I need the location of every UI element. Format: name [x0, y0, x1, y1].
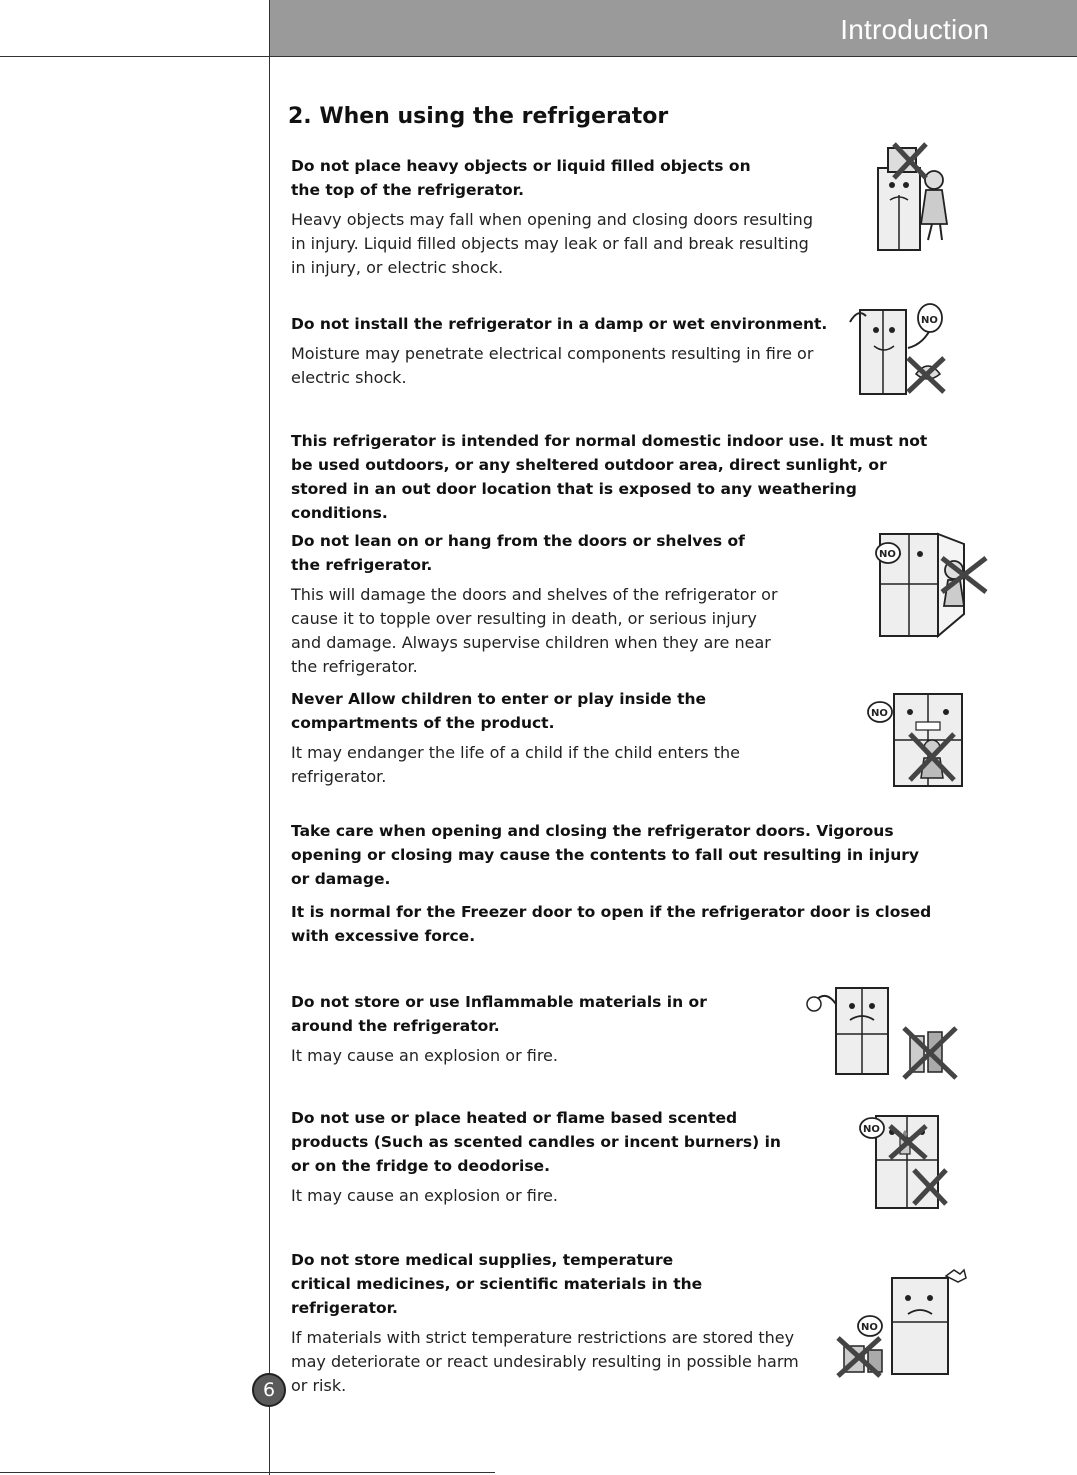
warning-heading: This refrigerator is intended for normal domestic indoor use. It must not be used outdoors, or any sheltered outdoor area, direct sunlight, or stored in an out door location that is exposed to any weathering conditions. [291, 432, 928, 522]
warning-heading: Take care when opening and closing the refrigerator doors. Vigorous opening or closing may cause the contents to fall out resulting in injury or damage. [291, 822, 920, 888]
warning-heading: It is normal for the Freezer door to open if the refrigerator door is closed with excessive force. [291, 903, 932, 945]
warning-item [291, 900, 941, 948]
warning-item [291, 154, 821, 280]
warning-heading: Do not place heavy objects or liquid filled objects on the top of the refrigerator. [291, 157, 751, 199]
heavy-object-on-fridge-icon [862, 140, 952, 255]
warning-body: It may cause an explosion or fire. [291, 1186, 558, 1205]
warning-heading: Do not lean on or hang from the doors or shelves of the refrigerator. [291, 532, 745, 574]
hanging-on-door-icon [858, 528, 990, 640]
no-label: NO [879, 549, 896, 560]
damp-environment-icon [848, 296, 956, 400]
warning-body: It may endanger the life of a child if the child enters the refrigerator. [291, 743, 740, 786]
warning-item [291, 1106, 791, 1208]
warning-item [291, 819, 941, 891]
warning-item [291, 687, 761, 789]
header-band [269, 0, 1077, 56]
warning-heading: Do not use or place heated or flame based scented products (Such as scented candles or incent burners) in or on the fridge to deodorise. [291, 1109, 781, 1175]
warning-heading: Do not store or use Inflammable materials in or around the refrigerator. [291, 993, 707, 1035]
page-number-badge: 6 [252, 1373, 286, 1407]
no-label: NO [861, 1322, 878, 1333]
warning-heading: Never Allow children to enter or play inside the compartments of the product. [291, 690, 707, 732]
warning-item [291, 990, 711, 1068]
warning-item [291, 429, 931, 525]
warning-body: This will damage the doors and shelves of the refrigerator or cause it to topple over resulting in death, or serious injury and damage. Always supervise children when they are near the refrigerator. [291, 585, 778, 676]
no-label: NO [921, 315, 938, 326]
section-title: 2. When using the refrigerator [288, 104, 669, 129]
warning-body: Moisture may penetrate electrical components resulting in fire or electric shock. [291, 344, 814, 387]
left-divider [269, 0, 270, 1475]
warning-body: Heavy objects may fall when opening and closing doors resulting in injury. Liquid filled objects may leak or fall and break resulting in injury, or electric shock. [291, 210, 813, 277]
no-label: NO [871, 708, 888, 719]
warning-item [291, 1248, 811, 1398]
inflammable-materials-icon [800, 984, 960, 1084]
child-inside-fridge-icon [850, 690, 974, 790]
medical-supplies-icon [834, 1264, 968, 1380]
header-title: Introduction [840, 14, 989, 45]
scented-candle-icon [852, 1108, 952, 1212]
warning-item [291, 312, 831, 390]
warning-item [291, 529, 871, 679]
no-label: NO [863, 1124, 880, 1135]
warning-body: It may cause an explosion or fire. [291, 1046, 558, 1065]
top-divider [0, 56, 1077, 57]
warning-body: If materials with strict temperature restrictions are stored they may deteriorate or react undesirably resulting in possible harm or risk. [291, 1328, 799, 1395]
warning-heading: Do not install the refrigerator in a damp or wet environment. [291, 315, 828, 333]
warning-heading: Do not store medical supplies, temperature critical medicines, or scientific materials in the refrigerator. [291, 1251, 703, 1317]
bottom-divider [0, 1472, 495, 1473]
